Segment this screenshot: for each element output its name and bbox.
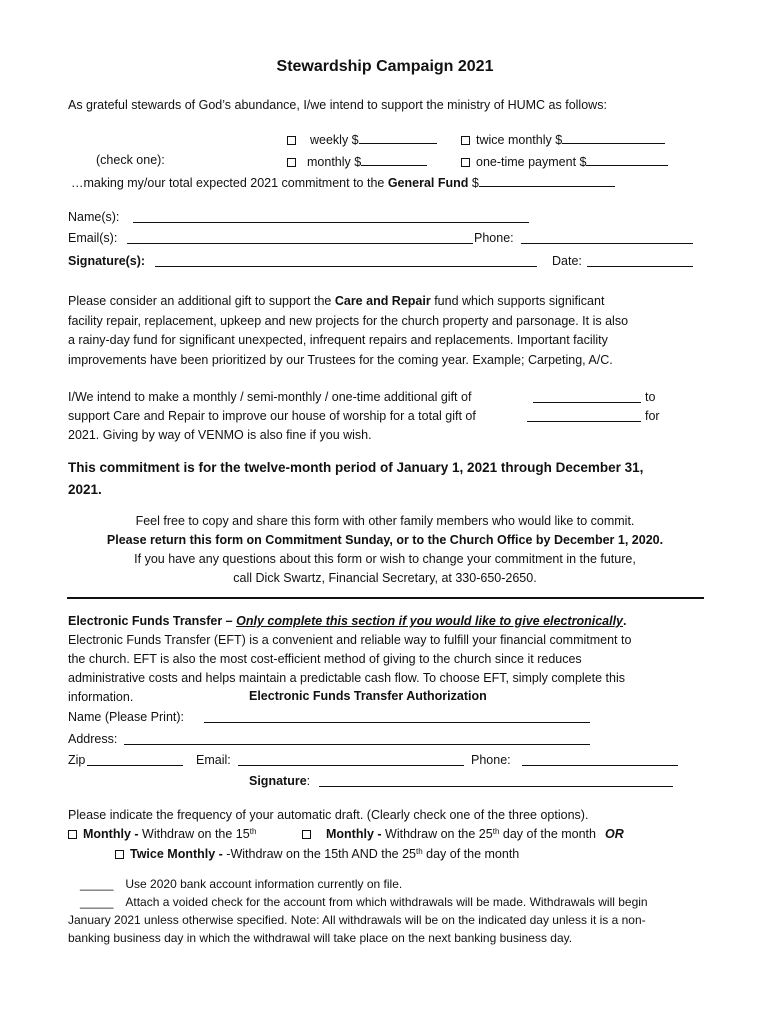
weekly-option[interactable]: weekly $ [287,131,437,148]
additional-gift-line2: support Care and Repair to improve our house of worship for a total gift of [68,409,476,423]
eft-phone-label: Phone: [471,753,511,767]
signatures-label: Signature(s): [68,254,146,268]
checkbox-weekly[interactable] [287,136,296,145]
share-notice-line1: Feel free to copy and share this form with other family members who would like to commit. [135,514,635,528]
date-label: Date: [552,254,582,268]
eft-authorization-title: Electronic Funds Transfer Authorization [249,689,487,703]
additional-gift-for: for [645,409,660,423]
eft-heading: Electronic Funds Transfer – Only complete this section if you would like to give electronically. [68,614,627,628]
contact-info: call Dick Swartz, Financial Secretary, at 330-650-2650. [233,571,537,585]
bank-option-1[interactable]: _____ Use 2020 bank account information currently on file. [80,877,403,891]
emails-label: Email(s): [68,231,118,245]
general-fund-amount-line[interactable] [479,174,615,187]
phone-field[interactable] [521,231,693,244]
checkbox-twice-monthly[interactable] [461,136,470,145]
intro-text: As grateful stewards of God’s abundance, I/we intend to support the ministry of HUMC as follows: [68,98,607,112]
checkbox-monthly-15[interactable] [68,830,77,839]
eft-zip-field[interactable] [87,753,183,766]
eft-signature-label: Signature: [249,774,311,788]
checkbox-monthly-25[interactable] [302,830,311,839]
draft-instruction: Please indicate the frequency of your automatic draft. (Clearly check one of the three options). [68,808,589,822]
additional-gift-to: to [645,390,656,404]
eft-email-field[interactable] [238,753,464,766]
phone-label: Phone: [474,231,514,245]
care-repair-paragraph: Please consider an additional gift to support the Care and Repair fund which supports significant facility repair, replacement, upkeep and new projects for the church property and parsonage. It is also a rainy-day fund for significant unexpected, infrequent repairs and replacements. Important facility improvements have been prioritized by our Trustees for the coming year. Example; Carpeting, A/C. [68,294,629,367]
total-commitment-line: …making my/our total expected 2021 commitment to the General Fund $ [71,174,615,191]
additional-gift-line3: 2021. Giving by way of VENMO is also fine if you wish. [68,428,372,442]
additional-gift-line1: I/We intend to make a monthly / semi-monthly / one-time additional gift of [68,390,472,404]
draft-twice-monthly-option[interactable]: Twice Monthly - -Withdraw on the 15th AND the 25th day of the month [115,847,519,862]
bank-note-line2: January 2021 unless otherwise specified. Note: All withdrawals will be on the indicated day unless it is a non- [68,913,646,927]
eft-description: Electronic Funds Transfer (EFT) is a convenient and reliable way to fulfill your financial commitment to the church. EFT is also the most cost-efficient method of giving to the church since it reduces administrative costs and helps maintain a predictable cash flow. To choose EFT, simply complete this information. [68,633,632,704]
monthly-amount-line[interactable] [361,153,427,166]
date-field[interactable] [587,254,693,267]
monthly-option[interactable]: monthly $ [287,153,427,170]
signatures-field[interactable] [155,254,537,267]
eft-zip-label: Zip [68,753,86,767]
eft-name-field[interactable] [204,710,590,723]
checkbox-monthly[interactable] [287,158,296,167]
additional-gift-amount-field[interactable] [533,390,641,403]
bank-option-2[interactable]: _____ Attach a voided check for the account from which withdrawals will be made. Withdrawals will begin [80,895,648,909]
return-instructions: Please return this form on Commitment Sunday, or to the Church Office by December 1, 2020. [106,533,664,547]
checkbox-twice-monthly-draft[interactable] [115,850,124,859]
weekly-amount-line[interactable] [359,131,437,144]
eft-name-label: Name (Please Print): [68,710,185,724]
names-label: Name(s): [68,210,120,224]
bank-option-1-blank[interactable]: _____ [80,877,114,891]
bank-option-2-blank[interactable]: _____ [80,895,114,909]
total-gift-field[interactable] [527,409,641,422]
draft-monthly-25-option[interactable]: Monthly - Withdraw on the 25th day of the month OR [302,827,624,842]
twice-monthly-option[interactable]: twice monthly $ [461,131,665,148]
draft-monthly-15-option[interactable]: Monthly - Withdraw on the 15th [68,827,256,842]
eft-phone-field[interactable] [522,753,678,766]
section-divider [67,597,704,599]
one-time-amount-line[interactable] [586,153,668,166]
eft-address-field[interactable] [124,732,590,745]
eft-address-label: Address: [68,732,118,746]
eft-signature-field[interactable] [319,774,673,787]
emails-field[interactable] [127,231,473,244]
names-field[interactable] [133,210,529,223]
page-title: Stewardship Campaign 2021 [276,58,494,75]
bank-note-line3: banking business day in which the withdrawal will take place on the next banking business day. [68,931,573,945]
commitment-period-line1: This commitment is for the twelve-month period of January 1, 2021 through December 31, [68,460,644,475]
twice-monthly-amount-line[interactable] [562,131,665,144]
commitment-period-line2: 2021. [68,482,102,497]
checkbox-one-time[interactable] [461,158,470,167]
check-one-label: (check one): [96,153,165,167]
one-time-option[interactable]: one-time payment $ [461,153,668,170]
eft-email-label: Email: [196,753,231,767]
share-notice-line3: If you have any questions about this form or wish to change your commitment in the future, [134,552,636,566]
